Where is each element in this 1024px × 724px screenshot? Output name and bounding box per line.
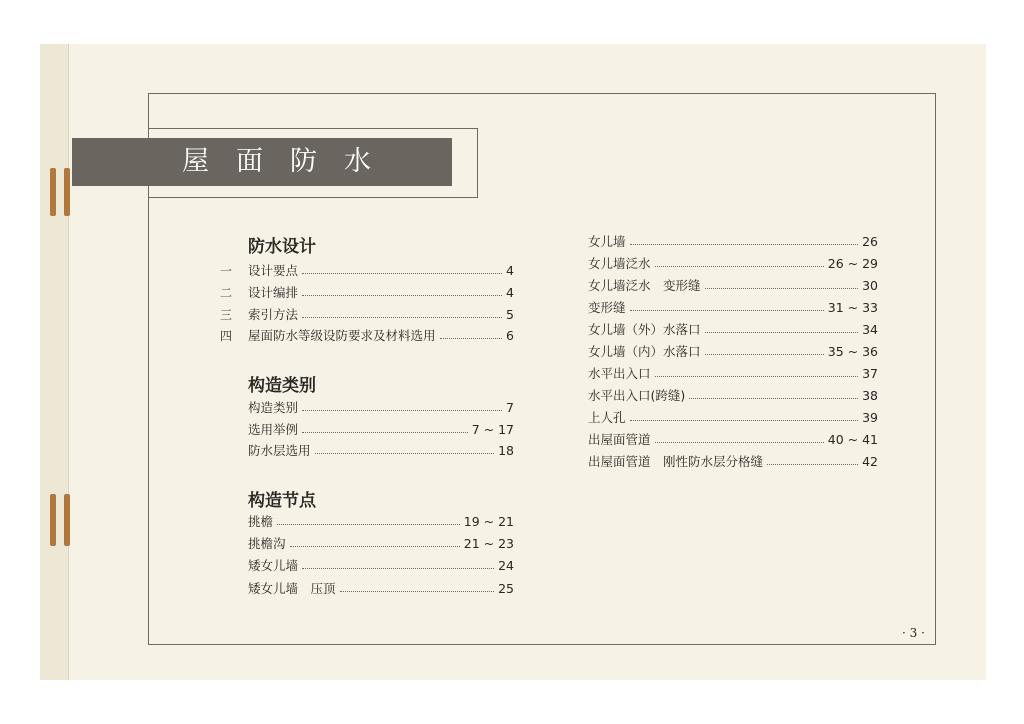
entry-page: 26 ~ 29: [827, 255, 878, 271]
entry-label: 女儿墙: [588, 234, 626, 249]
leader-dots: [302, 409, 502, 411]
entry-number: 三: [219, 307, 232, 322]
entry-label: 女儿墙（外）水落口: [588, 322, 701, 337]
page-title: 屋面防水: [182, 146, 398, 177]
entry-label: 挑檐: [248, 514, 274, 529]
toc-entry[interactable]: [588, 407, 878, 427]
entry-label: 挑檐沟: [248, 536, 286, 551]
toc-entry[interactable]: [588, 341, 878, 361]
entry-label: 构造类别: [248, 400, 299, 415]
leader-dots: [315, 452, 495, 454]
entry-page: 25: [498, 580, 514, 596]
leader-dots: [630, 419, 859, 421]
toc-entry[interactable]: [248, 440, 514, 460]
entry-page: 19 ~ 21: [463, 513, 514, 529]
toc-entry[interactable]: [248, 397, 514, 417]
toc-entry[interactable]: [588, 231, 878, 251]
entry-number: 一: [219, 263, 232, 278]
entry-page: 7 ~ 17: [471, 421, 514, 437]
toc-entry[interactable]: [588, 429, 878, 449]
entry-page: 4: [506, 262, 514, 278]
leader-dots: [655, 265, 824, 267]
entry-label: 水平出入口: [588, 366, 651, 381]
leader-dots: [302, 431, 468, 433]
entry-page: 34: [862, 321, 878, 337]
entry-page: 42: [862, 453, 878, 469]
entry-page: 37: [862, 365, 878, 381]
toc-entry[interactable]: [588, 363, 878, 383]
toc-entry[interactable]: [588, 319, 878, 339]
leader-dots: [655, 375, 859, 377]
entry-page: 39: [862, 409, 878, 425]
entry-page: 38: [862, 387, 878, 403]
staple-top-right: [64, 168, 70, 216]
leader-dots: [302, 294, 502, 296]
leader-dots: [290, 545, 460, 547]
toc-entry[interactable]: [588, 275, 878, 295]
entry-page: 4: [506, 284, 514, 300]
leader-dots: [302, 316, 502, 318]
entry-page: 7: [506, 399, 514, 415]
entry-label: 索引方法: [248, 307, 299, 322]
toc-entry[interactable]: [588, 385, 878, 405]
entry-page: 30: [862, 277, 878, 293]
entry-label: 选用举例: [248, 422, 299, 437]
leader-dots: [655, 441, 824, 443]
toc-entry[interactable]: [248, 578, 514, 598]
binding-edge: [40, 44, 69, 680]
entry-label: 屋面防水等级设防要求及材料选用: [248, 328, 436, 343]
entry-label: 设计编排: [248, 285, 299, 300]
leader-dots: [302, 567, 494, 569]
toc-entry[interactable]: [588, 253, 878, 273]
toc-entry[interactable]: [219, 282, 514, 302]
leader-dots: [705, 331, 859, 333]
section-heading-design: 防水设计: [248, 237, 316, 257]
entry-label: 水平出入口(跨缝): [588, 388, 686, 403]
entry-number: 二: [219, 285, 232, 300]
leader-dots: [767, 463, 858, 465]
entry-label: 矮女儿墙 压顶: [248, 581, 336, 596]
staple-bottom-right: [64, 494, 70, 546]
entry-label: 防水层选用: [248, 443, 311, 458]
leader-dots: [689, 397, 858, 399]
entry-page: 40 ~ 41: [827, 431, 878, 447]
entry-page: 35 ~ 36: [827, 343, 878, 359]
toc-entry[interactable]: [219, 304, 514, 324]
toc-entry[interactable]: [248, 533, 514, 553]
entry-label: 女儿墙泛水: [588, 256, 651, 271]
leader-dots: [630, 243, 859, 245]
entry-label: 出屋面管道 刚性防水层分格缝: [588, 454, 764, 469]
staple-top-left: [50, 168, 56, 216]
toc-entry[interactable]: [248, 511, 514, 531]
entry-page: 26: [862, 233, 878, 249]
entry-page: 24: [498, 557, 514, 573]
entry-page: 18: [498, 442, 514, 458]
entry-page: 21 ~ 23: [463, 535, 514, 551]
entry-label: 女儿墙（内）水落口: [588, 344, 701, 359]
toc-entry[interactable]: [588, 297, 878, 317]
entry-page: 6: [506, 327, 514, 343]
entry-number: 四: [219, 328, 232, 343]
toc-entry[interactable]: [219, 260, 514, 280]
entry-label: 变形缝: [588, 300, 626, 315]
leader-dots: [340, 590, 495, 592]
page-number: · 3 ·: [902, 626, 925, 640]
toc-entry[interactable]: [248, 419, 514, 439]
leader-dots: [302, 272, 502, 274]
entry-label: 女儿墙泛水 变形缝: [588, 278, 701, 293]
entry-label: 上人孔: [588, 410, 626, 425]
leader-dots: [630, 309, 824, 311]
entry-page: 5: [506, 306, 514, 322]
section-heading-construction-nodes: 构造节点: [248, 491, 316, 511]
leader-dots: [440, 337, 503, 339]
entry-label: 设计要点: [248, 263, 299, 278]
entry-label: 矮女儿墙: [248, 558, 299, 573]
entry-label: 出屋面管道: [588, 432, 651, 447]
section-heading-construction-types: 构造类别: [248, 376, 316, 396]
staple-bottom-left: [50, 494, 56, 546]
entry-page: 31 ~ 33: [827, 299, 878, 315]
leader-dots: [705, 353, 824, 355]
toc-entry[interactable]: [219, 325, 514, 345]
leader-dots: [277, 523, 460, 525]
toc-entry[interactable]: [248, 555, 514, 575]
toc-entry[interactable]: [588, 451, 878, 471]
leader-dots: [705, 287, 859, 289]
